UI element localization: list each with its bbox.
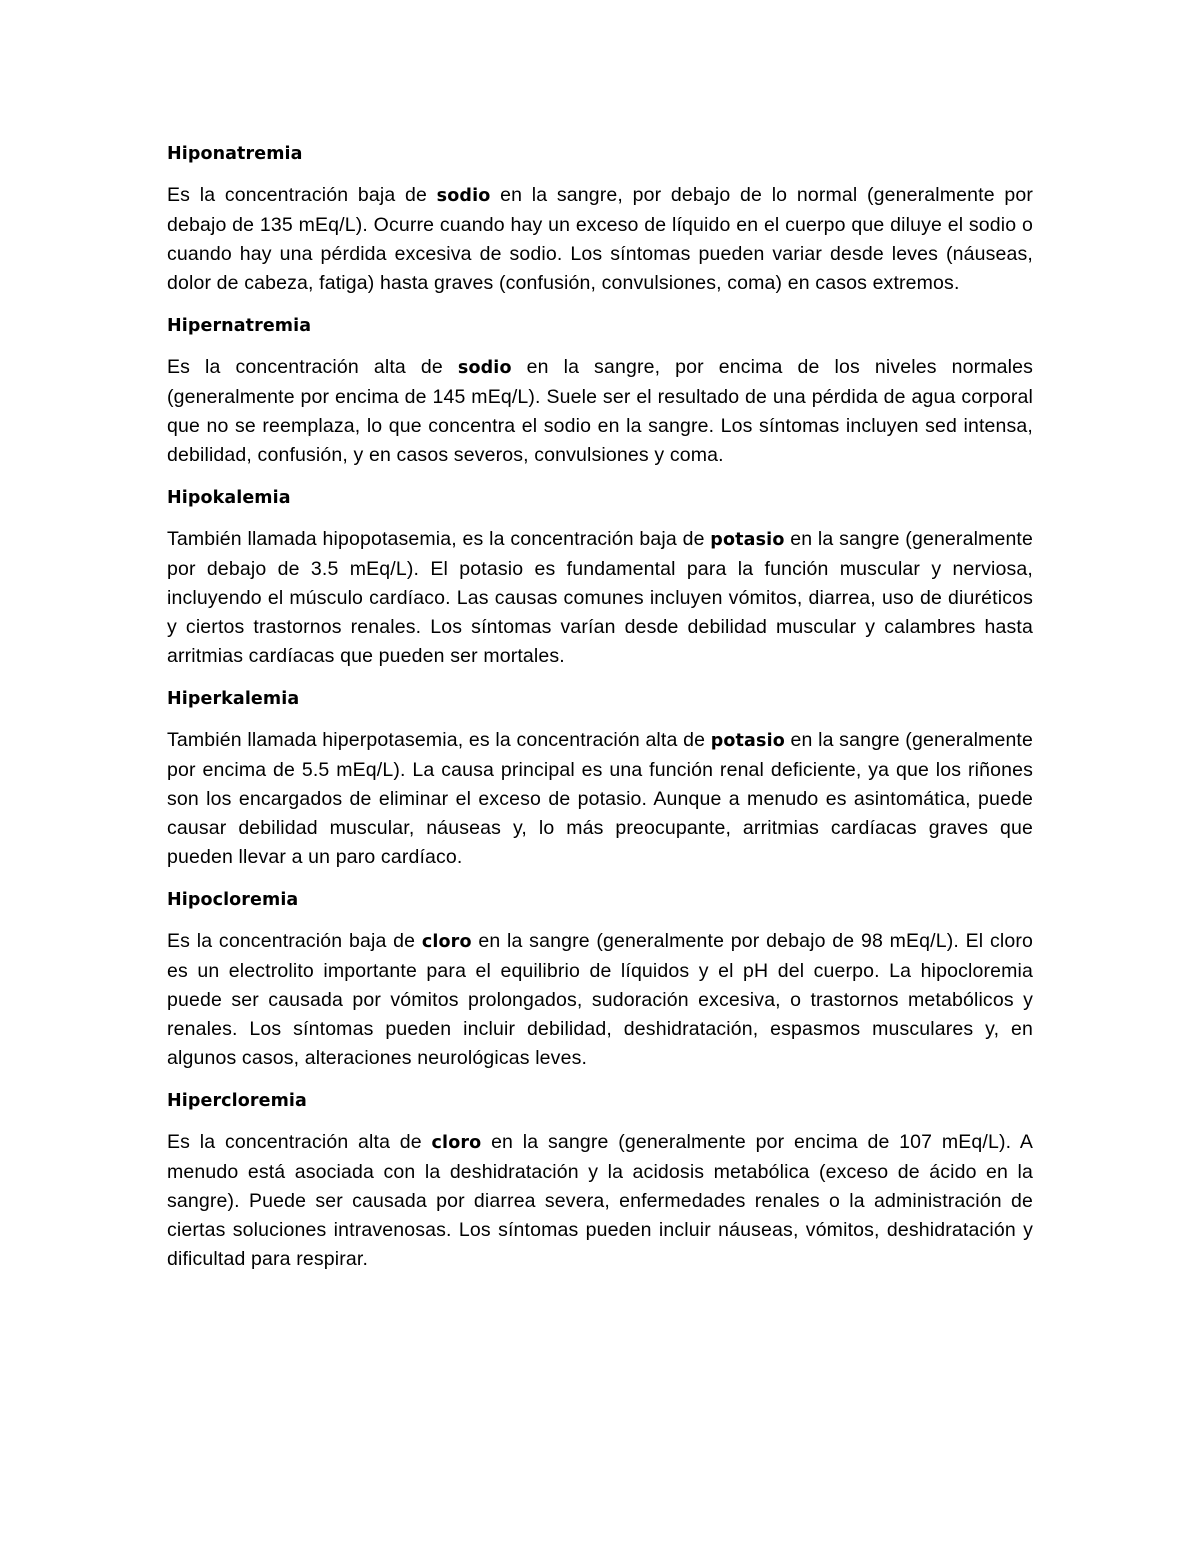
- section-body: [167, 726, 1033, 872]
- bold-term: cloro: [421, 932, 472, 952]
- section-hipercloremia: [167, 1087, 1033, 1274]
- section-hiponatremia: [167, 140, 1033, 298]
- bold-term: sodio: [457, 358, 512, 378]
- section-title: Hiponatremia: [167, 144, 303, 164]
- section-hipernatremia: [167, 312, 1033, 470]
- body-text: en la sangre (generalmente por debajo de 98 mEq/L). El cloro es un electrolito importante para el equilibrio de líquidos y el pH del cuerpo. La hipocloremia puede ser causada por vómitos prolongados, sudoración excesiva, o trastornos metabólicos y renales. Los síntomas pueden incluir debilidad, deshidratación, espasmos musculares y, en algunos casos, alteraciones neurológicas leves.: [167, 930, 1033, 1069]
- body-text: en la sangre, por encima de los niveles normales (generalmente por encima de 145 mEq/L). Suele ser el resultado de una pérdida de agua corporal que no se reemplaza, lo que concentra el sodio en la sangre. Los síntomas incluyen sed intensa, debilidad, confusión, y en casos severos, convulsiones y coma.: [167, 356, 1033, 466]
- section-body: [167, 927, 1033, 1073]
- section-body: [167, 181, 1033, 298]
- section-hipocloremia: [167, 886, 1033, 1073]
- body-text: en la sangre (generalmente por encima de 107 mEq/L). A menudo está asociada con la deshidratación y la acidosis metabólica (exceso de ácido en la sangre). Puede ser causada por diarrea severa, enfermedades renales o la administración de ciertas soluciones intravenosas. Los síntomas pueden incluir náuseas, vómitos, deshidratación y dificultad para respirar.: [167, 1131, 1033, 1270]
- section-hipokalemia: [167, 484, 1033, 671]
- body-text: También llamada hiperpotasemia, es la concentración alta de: [167, 729, 711, 751]
- body-text: Es la concentración baja de: [167, 184, 437, 206]
- section-body: [167, 1128, 1033, 1274]
- body-text: en la sangre (generalmente por encima de 5.5 mEq/L). La causa principal es una función renal deficiente, ya que los riñones son los encargados de eliminar el exceso de potasio. Aunque a menudo es asintomática, puede causar debilidad muscular, náuseas y, lo más preocupante, arritmias cardíacas graves que pueden llevar a un paro cardíaco.: [167, 729, 1033, 868]
- body-text: Es la concentración baja de: [167, 930, 422, 952]
- bold-term: potasio: [710, 530, 785, 550]
- bold-term: cloro: [431, 1133, 482, 1153]
- bold-term: potasio: [710, 731, 785, 751]
- body-text: en la sangre, por debajo de lo normal (generalmente por debajo de 135 mEq/L). Ocurre cuando hay un exceso de líquido en el cuerpo que diluye el sodio o cuando hay una pérdida excesiva de sodio. Los síntomas pueden variar desde leves (náuseas, dolor de cabeza, fatiga) hasta graves (confusión, convulsiones, coma) en casos extremos.: [167, 184, 1033, 294]
- section-title: Hipokalemia: [167, 488, 291, 508]
- body-text: Es la concentración alta de: [167, 1131, 432, 1153]
- section-title: Hipernatremia: [167, 316, 312, 336]
- body-text: También llamada hipopotasemia, es la concentración baja de: [167, 528, 711, 550]
- body-text: Es la concentración alta de: [167, 356, 458, 378]
- section-title: Hipocloremia: [167, 890, 299, 910]
- section-body: [167, 353, 1033, 470]
- document-page: [167, 140, 1033, 1288]
- section-title: Hipercloremia: [167, 1091, 307, 1111]
- body-text: en la sangre (generalmente por debajo de 3.5 mEq/L). El potasio es fundamental para la función muscular y nerviosa, incluyendo el músculo cardíaco. Las causas comunes incluyen vómitos, diarrea, uso de diuréticos y ciertos trastornos renales. Los síntomas varían desde debilidad muscular y calambres hasta arritmias cardíacas que pueden ser mortales.: [167, 528, 1033, 667]
- section-body: [167, 525, 1033, 671]
- section-title: Hiperkalemia: [167, 689, 300, 709]
- bold-term: sodio: [436, 186, 491, 206]
- section-hiperkalemia: [167, 685, 1033, 872]
